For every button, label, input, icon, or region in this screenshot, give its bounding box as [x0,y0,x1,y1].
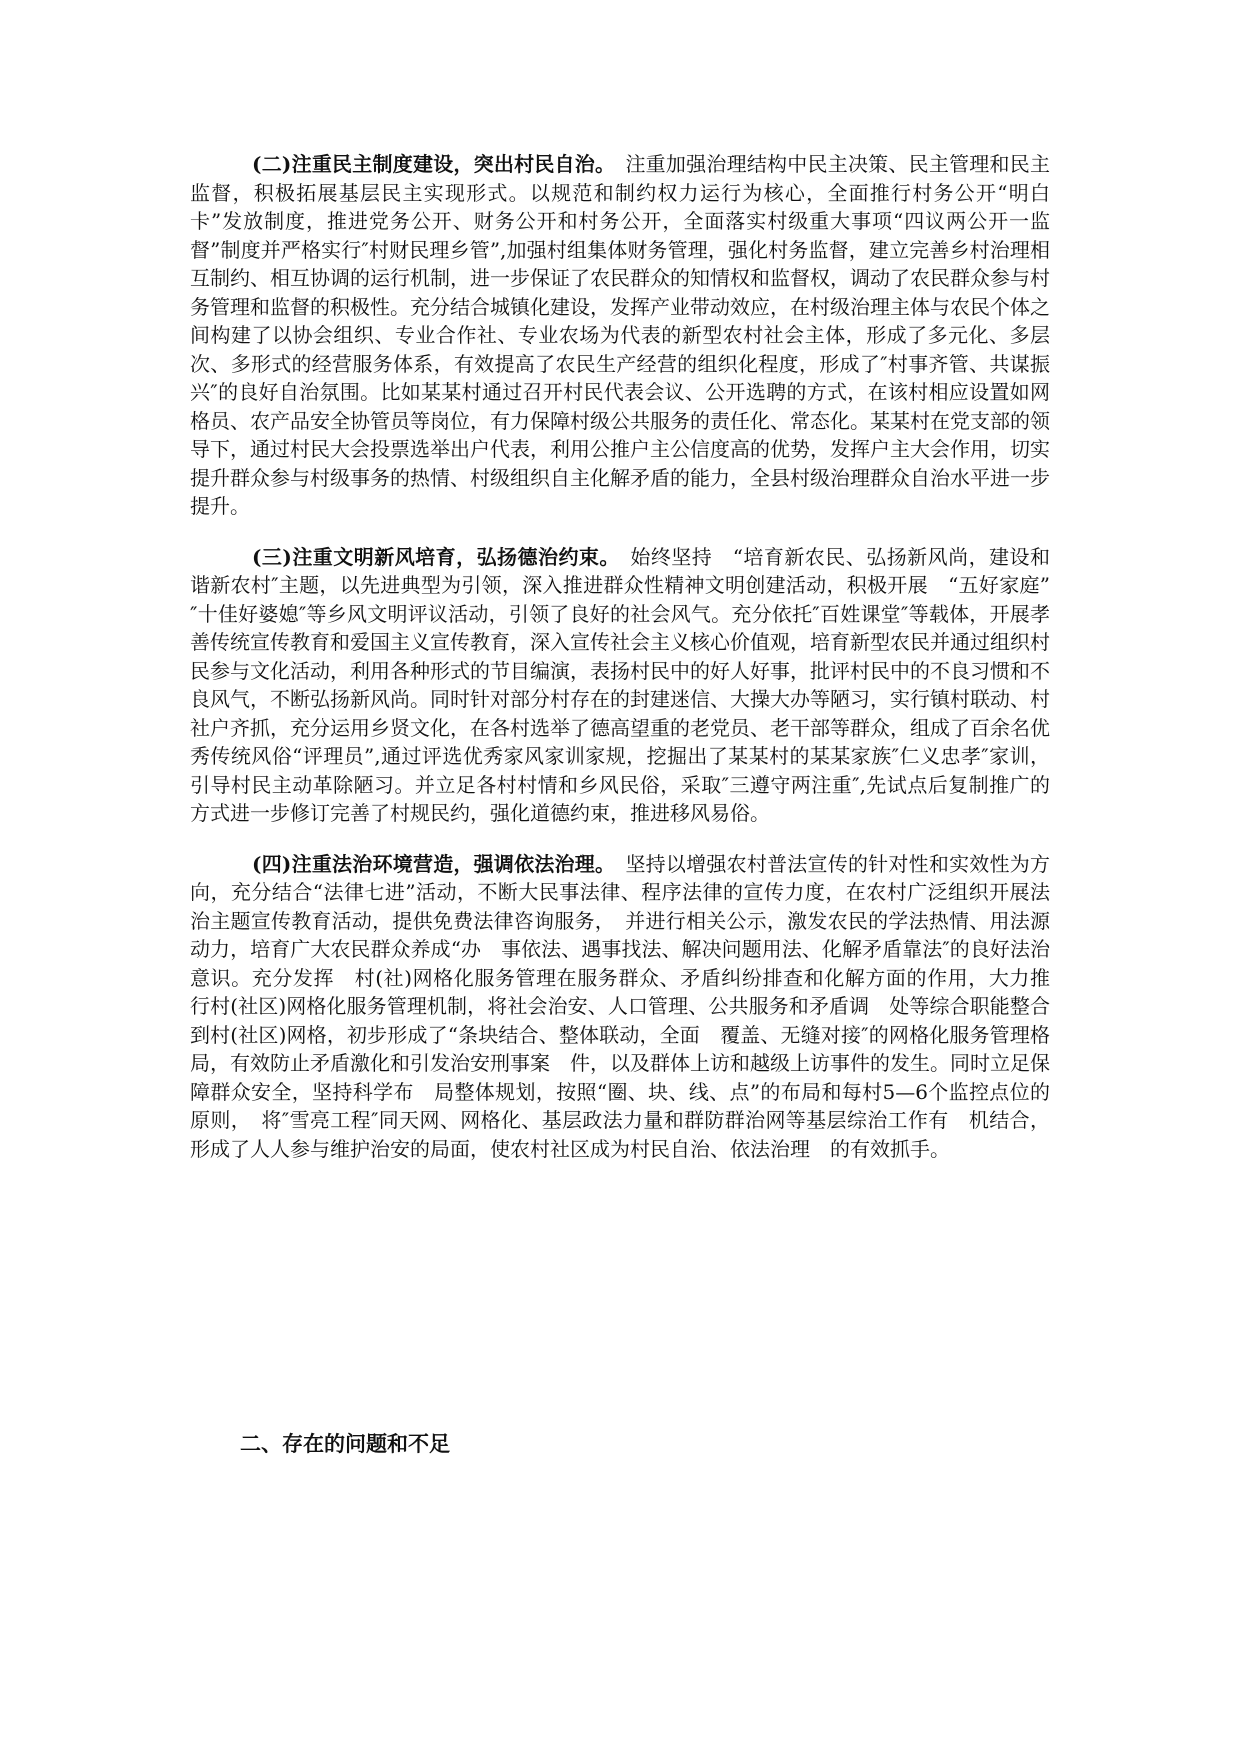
document-body [190,150,1070,1185]
paragraph-text: 坚持以增强农村普法宣传的针对性和实效性为方向，充分结合“法律七进”活动，不断大民事法律、程序法律的宣传力度，在农村广泛组织开展法治主题宣传教育活动，提供免费法律咨询服务， 并进行相关公示，激发农民的学法热情、用法源动力，培育广大农民群众养成“办 事依法、遇事找法、解决问题用法、化解矛盾靠法″的良好法治意识。充分发挥 村(社)网格化服务管理在服务群众、矛盾纠纷排查和化解方面的作用，大力推 行村(社区)网格化服务管理机制，将社会治安、人口管理、公共服务和矛盾调 处等综合职能整合到村(社区)网格，初步形成了“条块结合、整体联动，全面 覆盖、无缝对接″的网格化服务管理格局，有效防止矛盾激化和引发治安刑事案 件，以及群体上访和越级上访事件的发生。同时立足保障群众安全，坚持科学布 局整体规划，按照“圈、块、线、点”的布局和每村5—6个监控点位的原则， 将″雪亮工程″同天网、网格化、基层政法力量和群防群治网等基层综治工作有 机结合，形成了人人参与维护治安的局面，使农村社区成为村民自治、依法治理 的有效抓手。 [190,851,1070,1161]
paragraph-text: 注重加强治理结构中民主决策、民主管理和民主监督，积极拓展基层民主实现形式。以规范和制约权力运行为核心，全面推行村务公开“明白卡”发放制度，推进党务公开、财务公开和村务公开，全面落实村级重大事项“四议两公开一监督”制度并严格实行″村财民理乡管”,加强村组集体财务管理，强化村务监督，建立完善乡村治理相互制约、相互协调的运行机制，进一步保证了农民群众的知情权和监督权，调动了农民群众参与村务管理和监督的积极性。充分结合城镇化建设，发挥产业带动效应，在村级治理主体与农民个体之间构建了以协会组织、专业合作社、专业农场为代表的新型农村社会主体，形成了多元化、多层次、多形式的经营服务体系，有效提高了农民生产经营的组织化程度，形成了″村事齐管、共谋振兴″的良好自治氛围。比如某某村通过召开村民代表会议、公开选聘的方式，在该村相应设置如网格员、农产品安全协管员等岗位，有力保障村级公共服务的责任化、常态化。某某村在党支部的领导下，通过村民大会投票选举出户代表，利用公推户主公信度高的优势，发挥户主大会作用，切实提升群众参与村级事务的热情、村级组织自主化解矛盾的能力，全县村级治理群众自治水平进一步提升。 [190,152,1050,518]
paragraph-civilization [190,543,1070,828]
paragraph-lead: (四)注重法治环境营造，强调依法治理。 [252,851,606,876]
paragraph-lead: (二)注重民主制度建设，突出村民自治。 [252,152,606,176]
paragraph-democratic-system [190,150,1050,521]
paragraph-rule-of-law [190,850,1070,1164]
paragraph-lead: (三)注重文明新风培育，弘扬德治约束。 [252,544,610,569]
section-heading: 二、存在的问题和不足 [240,1432,450,1456]
paragraph-text: 始终坚持 “培育新农民、弘扬新风尚，建设和谐新农村″主题，以先进典型为引领，深入推进群众性精神文明创建活动，积极开展 “五好家庭” ″十佳好婆媳″等乡风文明评议活动，引领了良好的社会风气。充分依托″百姓课堂″等载体，开展孝善传统宣传教育和爱国主义宣传教育，深入宣传社会主义核心价值观，培育新型农民并通过组织村民参与文化活动，利用各种形式的节目编演，表扬村民中的好人好事，批评村民中的不良习惯和不良风气，不断弘扬新风尚。同时针对部分村存在的封建迷信、大操大办等陋习，实行镇村联动、村社户齐抓，充分运用乡贤文化，在各村选举了德高望重的老党员、老干部等群众，组成了百余名优秀传统风俗“评理员”,通过评选优秀家风家训家规，挖掘出了某某村的某某家族″仁义忠孝″家训，引导村民主动革除陋习。并立足各村村情和乡风民俗，采取″三遵守两注重″,先试点后复制推广的方式进一步修订完善了村规民约，强化道德约束，推进移风易俗。 [190,544,1070,825]
